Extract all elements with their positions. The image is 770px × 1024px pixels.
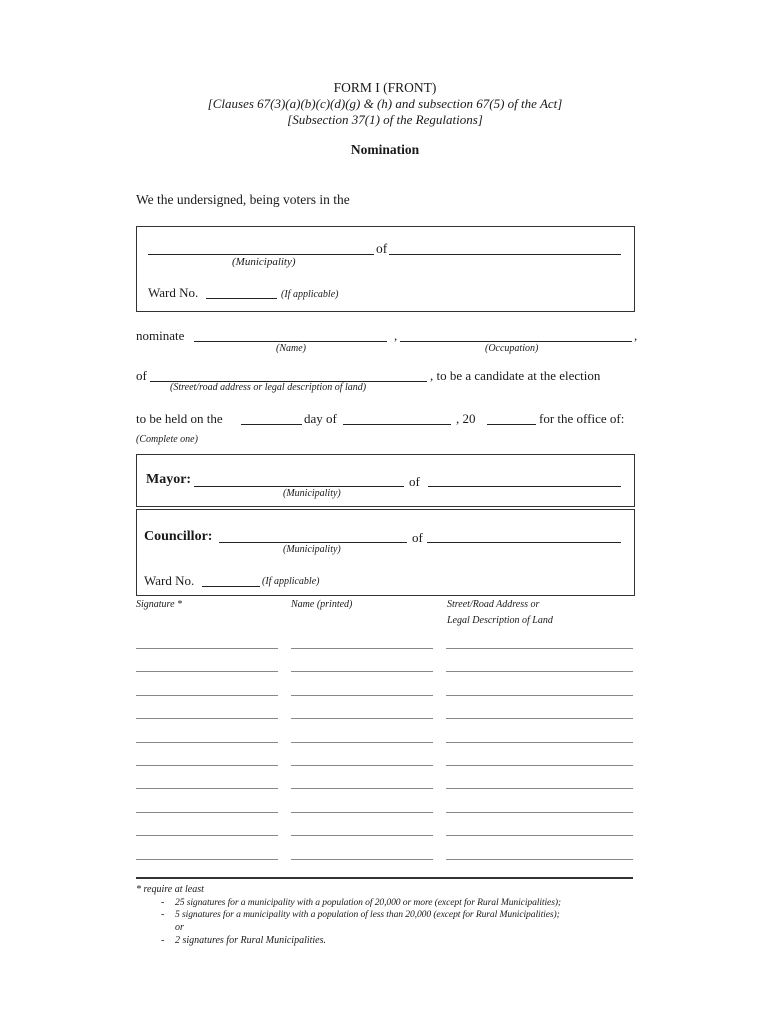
month-field[interactable] [343, 424, 451, 425]
signature-line[interactable] [136, 859, 278, 860]
address-line[interactable] [446, 812, 633, 813]
municipality-box [136, 226, 635, 312]
address-of-label: of [136, 368, 147, 383]
councillor-box [136, 509, 635, 596]
signature-line[interactable] [136, 812, 278, 813]
printed-name-line[interactable] [291, 765, 433, 766]
address-line[interactable] [446, 671, 633, 672]
comma: , [394, 328, 398, 343]
signature-line[interactable] [136, 695, 278, 696]
intro-text: We the undersigned, being voters in the [136, 192, 350, 207]
address-line[interactable] [446, 742, 633, 743]
candidate-text: , to be a candidate at the election [430, 368, 601, 383]
signature-column-header: Signature * [136, 599, 183, 610]
printed-name-line[interactable] [291, 718, 433, 719]
municipality-field[interactable] [148, 254, 374, 255]
footnote-or: or [175, 922, 184, 933]
mayor-of-label: of [409, 474, 420, 489]
address-line[interactable] [446, 648, 633, 649]
trailing-comma: , [634, 328, 638, 343]
signature-line[interactable] [136, 718, 278, 719]
municipality-of-field[interactable] [389, 254, 621, 255]
councillor-of-label: of [412, 530, 423, 545]
footnote-item-1: 25 signatures for a municipality with a population of 20,000 or more (except for Rural Municipalities); [175, 897, 562, 908]
councillor-municipality-caption: (Municipality) [283, 544, 341, 555]
printed-name-line[interactable] [291, 695, 433, 696]
occupation-caption: (Occupation) [485, 343, 539, 354]
footnote-dash-1: - [161, 897, 165, 908]
mayor-municipality-caption: (Municipality) [283, 488, 341, 499]
printed-name-line[interactable] [291, 812, 433, 813]
footnote-title: * require at least [136, 884, 204, 895]
footnote-dash-2: - [161, 909, 165, 920]
signature-line[interactable] [136, 765, 278, 766]
ward-field[interactable] [206, 298, 277, 299]
councillor-ward-caption: (If applicable) [262, 576, 320, 587]
address-line[interactable] [446, 765, 633, 766]
address-line[interactable] [446, 788, 633, 789]
nominee-name-field[interactable] [194, 341, 387, 342]
day-of-label: day of [304, 411, 337, 426]
ward-label: Ward No. [148, 285, 199, 300]
day-field[interactable] [241, 424, 302, 425]
councillor-name-field[interactable] [219, 542, 407, 543]
municipality-caption: (Municipality) [232, 256, 296, 268]
name-column-header: Name (printed) [291, 599, 353, 610]
footnote-item-3: 2 signatures for Rural Municipalities. [175, 935, 327, 946]
mayor-name-field[interactable] [194, 486, 404, 487]
mayor-label: Mayor: [146, 472, 192, 487]
nominate-label: nominate [136, 328, 185, 343]
councillor-ward-label: Ward No. [144, 573, 195, 588]
councillor-ward-field[interactable] [202, 586, 260, 587]
signature-line[interactable] [136, 648, 278, 649]
signature-line[interactable] [136, 788, 278, 789]
complete-one-caption: (Complete one) [136, 434, 198, 445]
mayor-municipality-field[interactable] [428, 486, 621, 487]
ward-caption: (If applicable) [281, 289, 339, 300]
footnote-dash-3: - [161, 935, 165, 946]
signature-line[interactable] [136, 671, 278, 672]
occupation-field[interactable] [400, 341, 632, 342]
printed-name-line[interactable] [291, 648, 433, 649]
address-caption: (Street/road address or legal description of land) [170, 382, 367, 393]
name-caption: (Name) [276, 343, 306, 354]
printed-name-line[interactable] [291, 859, 433, 860]
year-field[interactable] [487, 424, 536, 425]
office-label: for the office of: [539, 411, 625, 426]
of-label: of [376, 241, 388, 256]
printed-name-line[interactable] [291, 788, 433, 789]
clauses-reference: [Clauses 67(3)(a)(b)(c)(d)(g) & (h) and subsection 67(5) of the Act] [207, 96, 563, 111]
mayor-box [136, 454, 635, 507]
address-line[interactable] [446, 859, 633, 860]
councillor-municipality-field[interactable] [427, 542, 621, 543]
form-title: FORM I (FRONT) [333, 80, 437, 95]
address-column-header-1: Street/Road Address or [447, 599, 540, 610]
printed-name-line[interactable] [291, 671, 433, 672]
held-on-label: to be held on the [136, 411, 223, 426]
signature-line[interactable] [136, 835, 278, 836]
signature-line[interactable] [136, 742, 278, 743]
year-prefix: , 20 [456, 411, 476, 426]
address-line[interactable] [446, 835, 633, 836]
councillor-label: Councillor: [144, 529, 213, 544]
address-column-header-2: Legal Description of Land [447, 615, 553, 626]
form-heading: Nomination [350, 142, 420, 157]
footnote-separator [136, 877, 633, 879]
printed-name-line[interactable] [291, 835, 433, 836]
printed-name-line[interactable] [291, 742, 433, 743]
subsection-reference: [Subsection 37(1) of the Regulations] [287, 112, 483, 127]
address-line[interactable] [446, 718, 633, 719]
address-line[interactable] [446, 695, 633, 696]
footnote-item-2: 5 signatures for a municipality with a population of less than 20,000 (except for Rural Municipalities); [175, 909, 560, 920]
